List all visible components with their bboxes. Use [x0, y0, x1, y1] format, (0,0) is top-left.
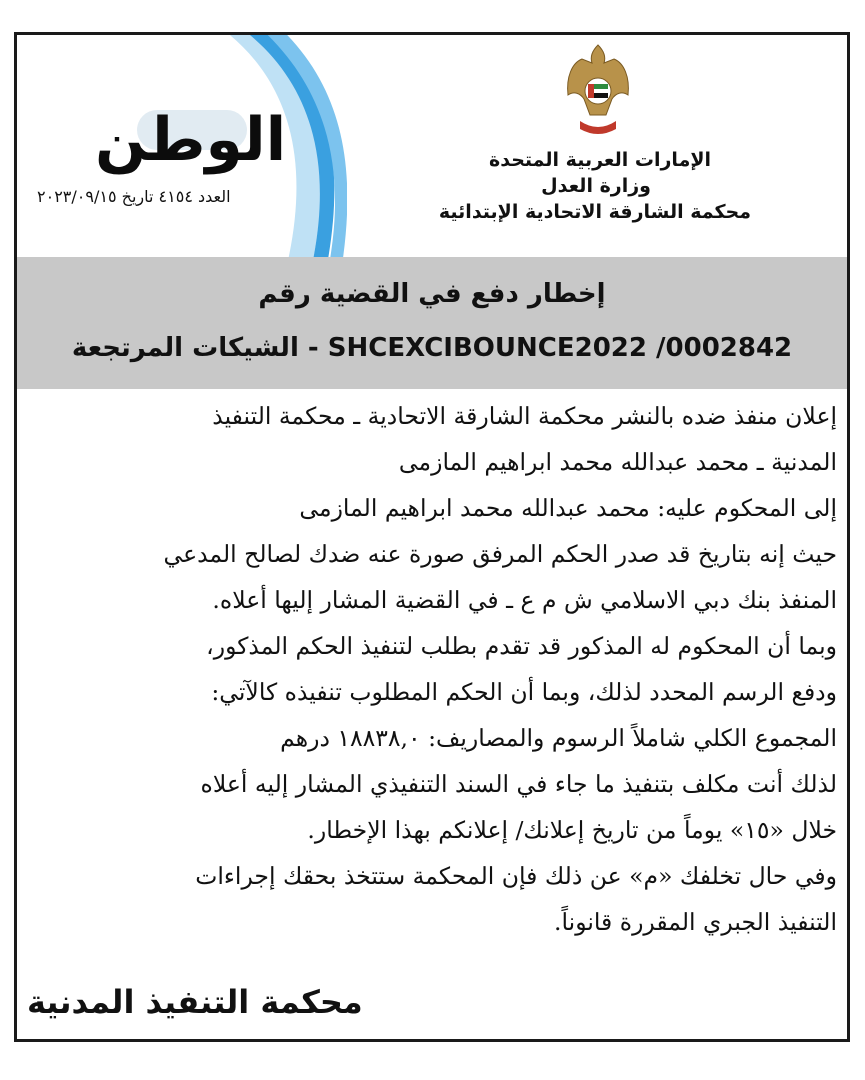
body-line: خلال «١٥» يوماً من تاريخ إعلانك/ إعلانكم بهذا الإخطار. [307, 816, 837, 844]
body-line: المجموع الكلي شاملاً الرسوم والمصاريف: ١٨٨٣٨,٠ درهم [280, 724, 837, 752]
notice-title: إخطار دفع في القضية رقم [258, 279, 606, 309]
ministry-name: وزارة العدل [541, 175, 651, 197]
ministry-block [431, 147, 751, 225]
signature: محكمة التنفيذ المدنية [27, 983, 363, 1021]
body-line: المدنية ـ محمد عبدالله محمد ابراهيم المازمى [398, 448, 837, 476]
body-line: وبما أن المحكوم له المذكور قد تقدم بطلب لتنفيذ الحكم المذكور، [206, 632, 837, 660]
title-banner [17, 257, 847, 389]
body-line: وفي حال تخلفك «م» عن ذلك فإن المحكمة ستتخذ بحقك إجراءات [195, 862, 837, 890]
body-line: ودفع الرسم المحدد لذلك، وبما أن الحكم المطلوب تنفيذه كالآتي: [211, 678, 837, 706]
header [17, 35, 847, 257]
body-line: التنفيذ الجبري المقررة قانوناً. [554, 908, 837, 936]
body-line: إلى المحكوم عليه: محمد عبدالله محمد ابراهيم المازمى [299, 494, 837, 522]
body-line: حيث إنه بتاريخ قد صدر الحكم المرفق صورة عنه ضدك لصالح المدعي [163, 540, 837, 568]
notice-body [31, 393, 837, 945]
issue-date: العدد ٤١٥٤ تاريخ ٢٠٢٣/٠٩/١٥ [37, 187, 231, 206]
uae-emblem-icon [562, 41, 634, 141]
body-line: المنفذ بنك دبي الاسلامي ش م ع ـ في القضية المشار إليها أعلاه. [212, 586, 837, 614]
body-line: لذلك أنت مكلف بتنفيذ ما جاء في السند التنفيذي المشار إليه أعلاه [200, 770, 837, 798]
notice-frame [14, 32, 850, 1042]
case-number: SHCEXCIBOUNCE2022 /0002842 - الشيكات المرتجعة [71, 333, 793, 363]
body-line: إعلان منفذ ضده بالنشر محكمة الشارقة الاتحادية ـ محكمة التنفيذ [212, 402, 837, 430]
country-name: الإمارات العربية المتحدة [489, 149, 711, 171]
newspaper-logo: الوطن [95, 105, 287, 175]
court-name: محكمة الشارقة الاتحادية الإبتدائية [438, 201, 751, 223]
